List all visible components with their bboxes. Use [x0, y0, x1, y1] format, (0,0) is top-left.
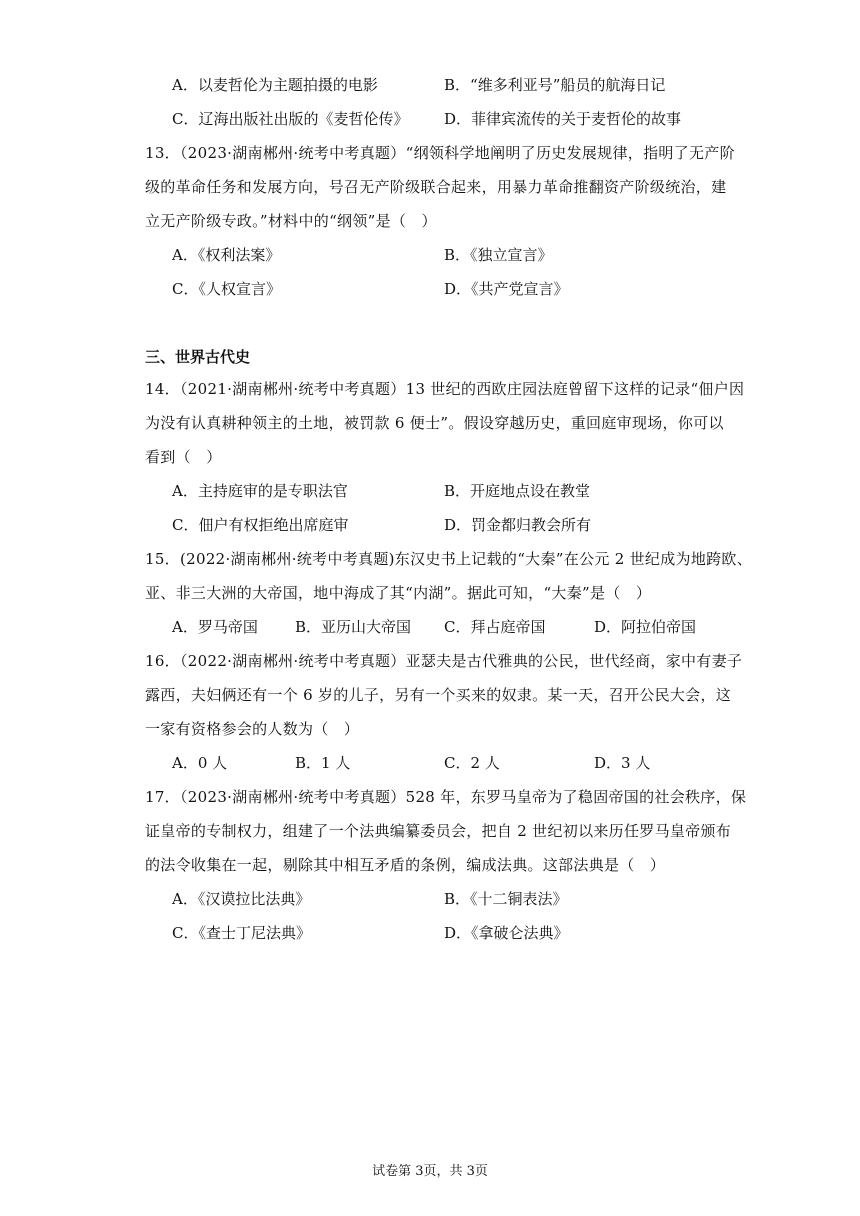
q13-option-b: B．《独立宣言》 [444, 246, 553, 264]
q17-stem-line-2: 证皇帝的专制权力，组建了一个法典编纂委员会，把自 2 世纪初以来历任罗马皇帝颁布 [145, 822, 732, 840]
q14-option-c: C．佃户有权拒绝出席庭审 [172, 516, 349, 534]
q13-option-a: A．《权利法案》 [172, 246, 281, 264]
q15-option-c: C．拜占庭帝国 [444, 618, 546, 636]
q16-stem-line-1: 16．（2022·湖南郴州·统考中考真题）亚瑟夫是古代雅典的公民，世代经商，家中有妻子 [145, 652, 743, 670]
q15-option-a: A．罗马帝国 [172, 618, 258, 636]
q16-option-d: D．3 人 [594, 754, 651, 772]
q15-stem-line-1: 15．(2022·湖南郴州·统考中考真题)东汉史书上记载的“大秦”在公元 2 世纪成为地跨欧、 [145, 550, 753, 568]
q14-stem-line-2: 为没有认真耕种领主的土地，被罚款 6 便士”。假设穿越历史，重回庭审现场，你可以 [145, 414, 724, 432]
q12-option-d: D．菲律宾流传的关于麦哲伦的故事 [444, 110, 682, 128]
q12-option-a: A．以麦哲伦为主题拍摄的电影 [172, 76, 378, 94]
q14-option-d: D．罚金都归教会所有 [444, 516, 592, 534]
q17-stem-line-1: 17．（2023·湖南郴州·统考中考真题）528 年，东罗马皇帝为了稳固帝国的社会秩序，保 [145, 788, 747, 806]
q17-option-a: A．《汉谟拉比法典》 [172, 890, 311, 908]
q17-option-b: B．《十二铜表法》 [444, 890, 568, 908]
q13-option-c: C．《人权宣言》 [172, 280, 281, 298]
q16-stem-line-3: 一家有资格参会的人数为（ ） [145, 720, 360, 738]
q13-stem-line-3: 立无产阶级专政。”材料中的“纲领”是（ ） [145, 212, 437, 230]
q15-option-d: D．阿拉伯帝国 [594, 618, 697, 636]
q14-stem-line-3: 看到（ ） [145, 448, 222, 466]
q12-option-b: B．“维多利亚号”船员的航海日记 [444, 76, 666, 94]
q16-option-b: B．1 人 [295, 754, 351, 772]
q13-option-d: D．《共产党宣言》 [444, 280, 569, 298]
q16-option-c: C．2 人 [444, 754, 500, 772]
q14-option-a: A．主持庭审的是专职法官 [172, 482, 348, 500]
q13-stem-line-2: 级的革命任务和发展方向，号召无产阶级联合起来，用暴力革命推翻资产阶级统治，建 [145, 178, 727, 196]
section-title: 三、世界古代史 [145, 348, 251, 366]
q17-option-d: D．《拿破仑法典》 [444, 924, 569, 942]
q14-stem-line-1: 14．（2021·湖南郴州·统考中考真题）13 世纪的西欧庄园法庭曾留下这样的记录“佃户因 [145, 380, 745, 398]
page-footer: 试卷第 3页，共 3页 [372, 1164, 488, 1179]
q13-stem-line-1: 13．（2023·湖南郴州·统考中考真题）“纲领科学地阐明了历史发展规律，指明了无产阶 [145, 144, 735, 162]
q15-stem-line-2: 亚、非三大洲的大帝国，地中海成了其“内湖”。据此可知，“大秦”是（ ） [145, 584, 652, 602]
q17-stem-line-3: 的法令收集在一起，剔除其中相互矛盾的条例，编成法典。这部法典是（ ） [145, 856, 666, 874]
q14-option-b: B．开庭地点设在教堂 [444, 482, 591, 500]
q15-option-b: B．亚历山大帝国 [295, 618, 412, 636]
q12-option-c: C．辽海出版社出版的《麦哲伦传》 [172, 110, 409, 128]
q16-option-a: A．0 人 [172, 754, 228, 772]
q16-stem-line-2: 露西，夫妇俩还有一个 6 岁的儿子，另有一个买来的奴隶。某一天，召开公民大会，这 [145, 686, 732, 704]
q17-option-c: C．《查士丁尼法典》 [172, 924, 311, 942]
